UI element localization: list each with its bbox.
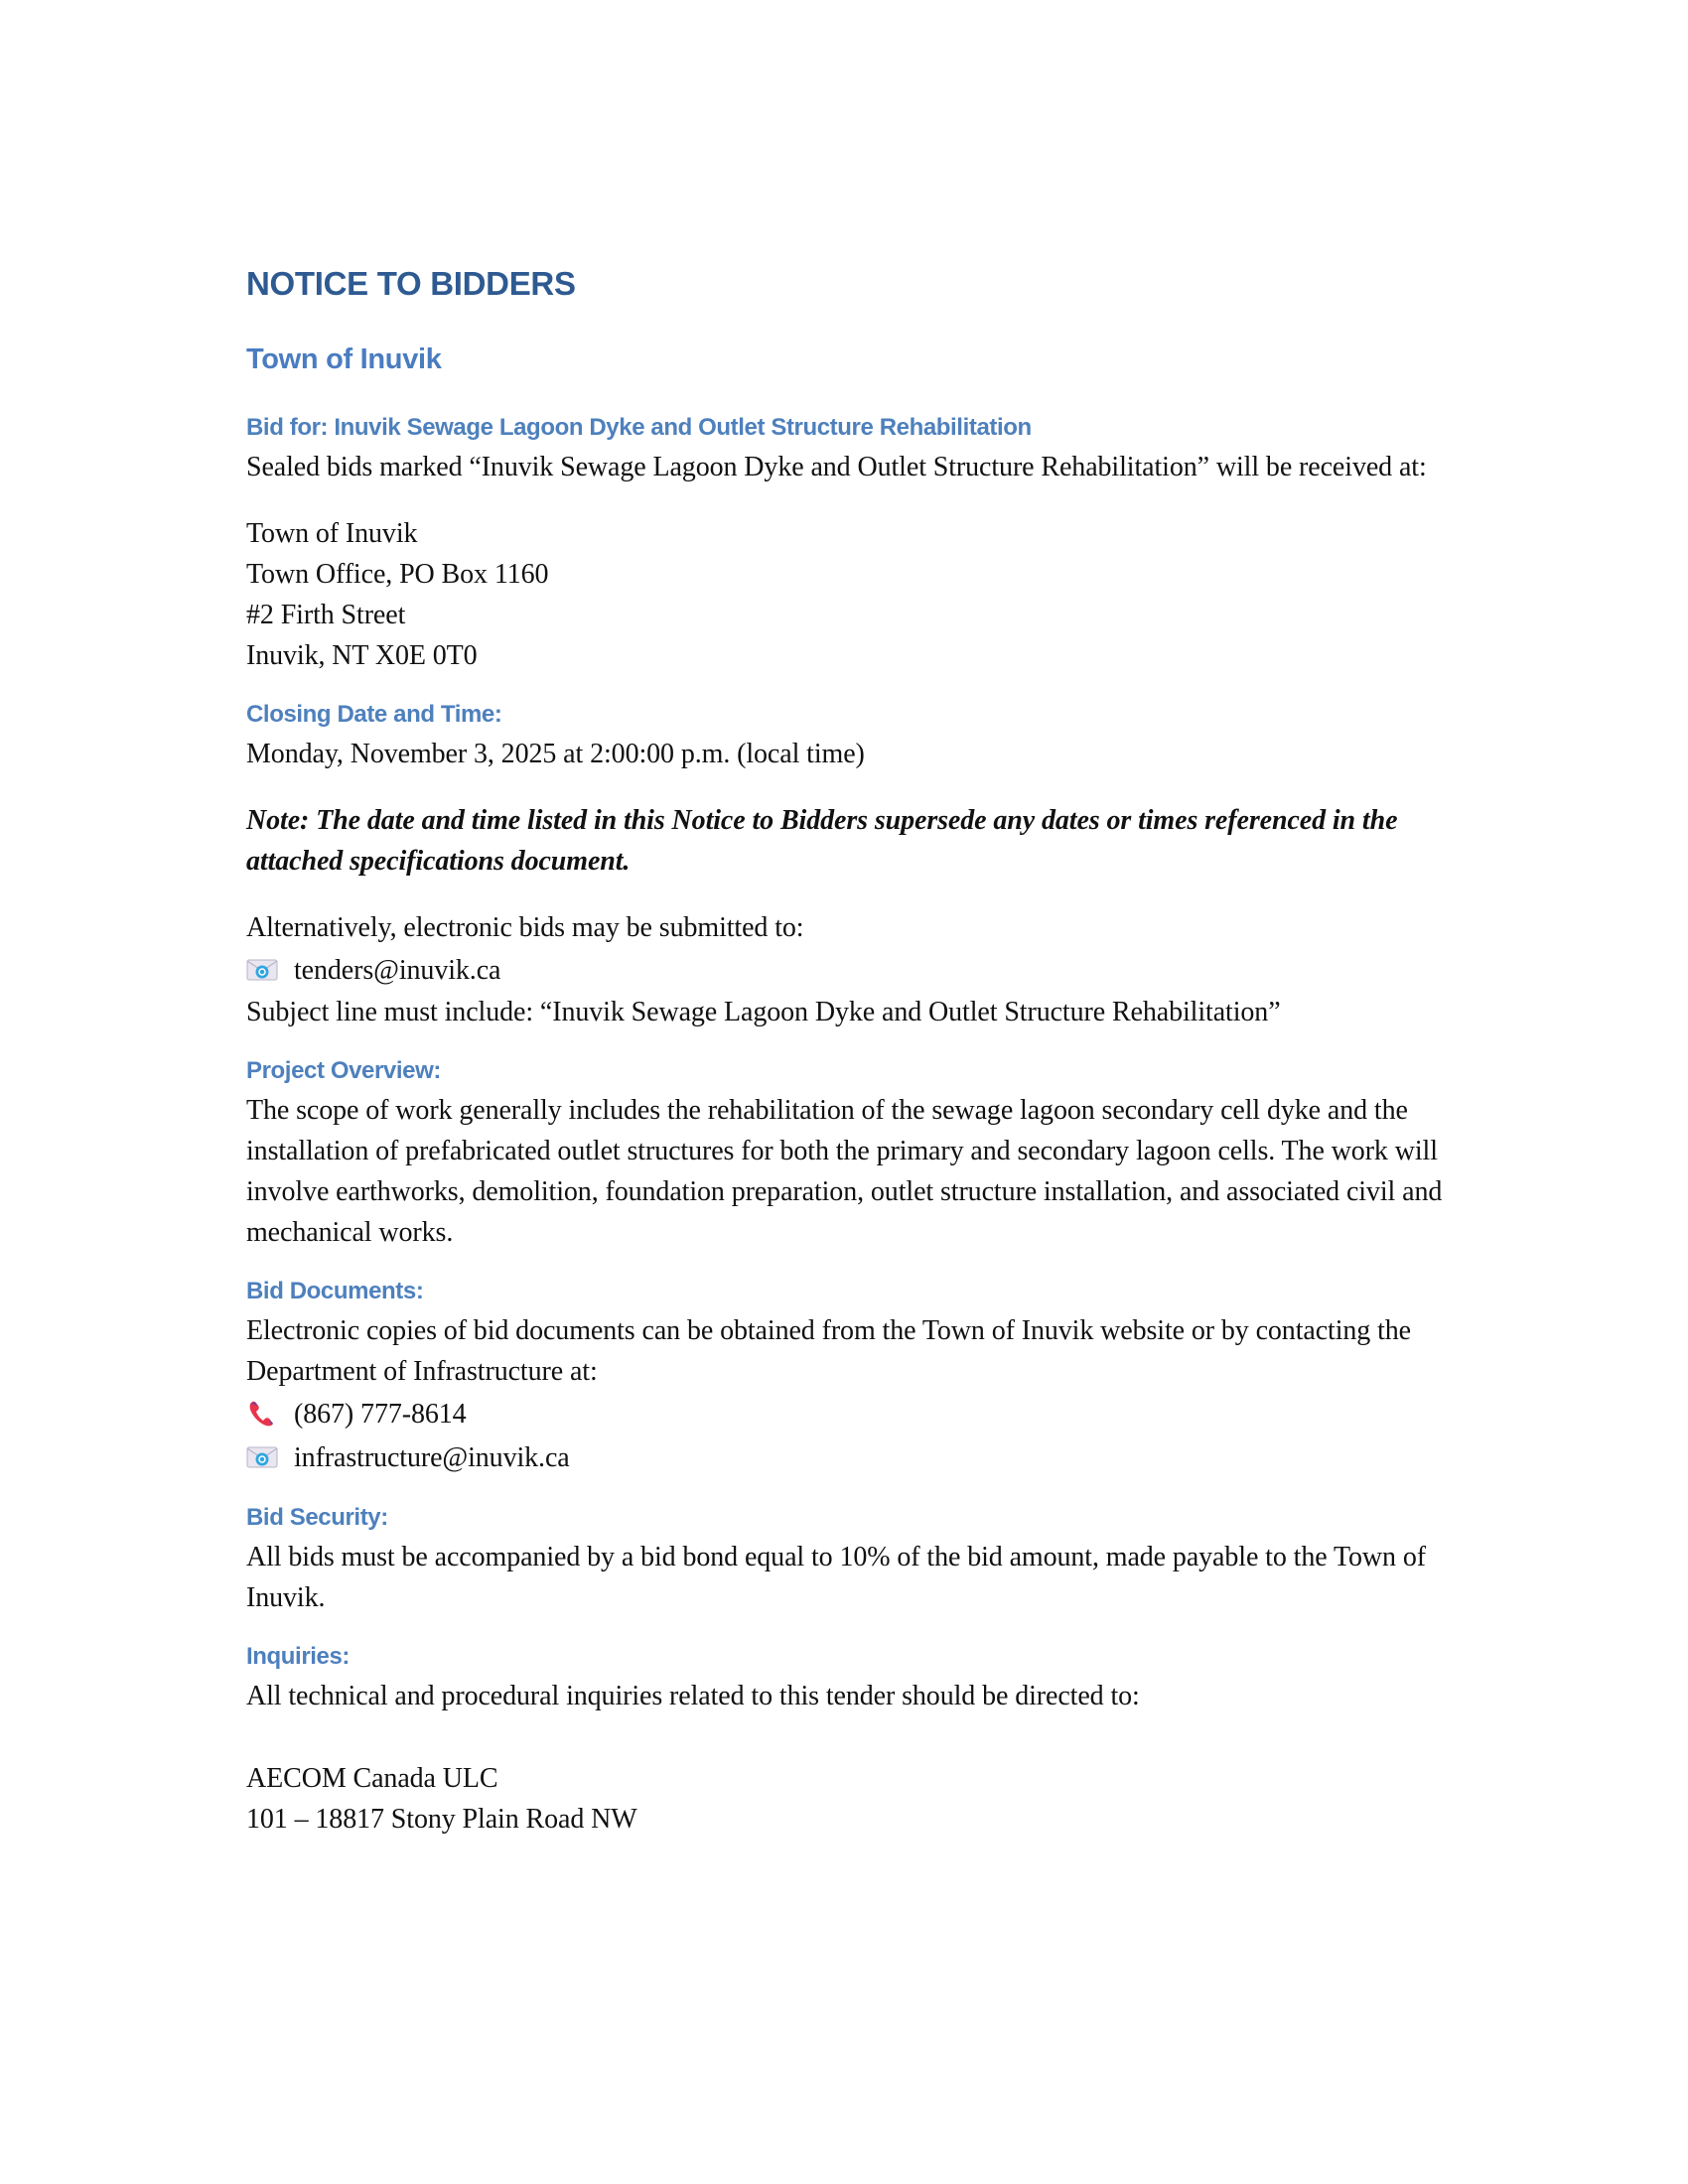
envelope-icon [246, 956, 280, 984]
mailing-address [246, 513, 1448, 676]
tenders-email-line [246, 948, 1448, 992]
infrastructure-email-link[interactable]: infrastructure@inuvik.ca [294, 1441, 570, 1473]
bid-security-section [246, 1499, 1448, 1618]
inquiries-section [246, 1638, 1448, 1840]
bid-documents-text: Electronic copies of bid documents can be obtained from the Town of Inuvik website or by contacting the Department of Infrastructure at: [246, 1315, 1412, 1387]
address-line: Inuvik, NT X0E 0T0 [246, 640, 478, 671]
bid-security-heading: Bid Security: [246, 1504, 388, 1531]
bid-documents-section [246, 1273, 1448, 1479]
notice-page [246, 260, 1448, 1840]
telephone-receiver-icon [246, 1400, 280, 1428]
bid-for-section [246, 409, 1448, 487]
bid-documents-heading: Bid Documents: [246, 1278, 424, 1304]
closing-section [246, 696, 1448, 774]
inquiries-heading: Inquiries: [246, 1643, 351, 1670]
project-overview-heading: Project Overview: [246, 1057, 441, 1084]
address-line: Town Office, PO Box 1160 [246, 559, 549, 590]
closing-heading: Closing Date and Time: [246, 701, 502, 728]
address-line: Town of Inuvik [246, 518, 418, 549]
electronic-bids-section [246, 907, 1448, 1032]
phone-number-link[interactable]: (867) 777-8614 [294, 1398, 467, 1430]
closing-datetime: Monday, November 3, 2025 at 2:00:00 p.m. (local time) [246, 739, 865, 769]
bid-for-heading: Bid for: Inuvik Sewage Lagoon Dyke and Outlet Structure Rehabilitation [246, 414, 1032, 441]
address-line: #2 Firth Street [246, 600, 406, 630]
bid-security-text: All bids must be accompanied by a bid bond equal to 10% of the bid amount, made payable to the Town of Inuvik. [246, 1542, 1426, 1613]
tenders-email-link[interactable]: tenders@inuvik.ca [294, 954, 501, 986]
project-overview-section [246, 1052, 1448, 1253]
consultant-contact [246, 1758, 1448, 1840]
contact-line: AECOM Canada ULC [246, 1763, 498, 1794]
bid-for-text: Sealed bids marked “Inuvik Sewage Lagoon Dyke and Outlet Structure Rehabilitation” will be received at: [246, 452, 1427, 482]
page-title: NOTICE TO BIDDERS [246, 265, 576, 302]
subject-line-requirement: Subject line must include: “Inuvik Sewage Lagoon Dyke and Outlet Structure Rehabilitation” [246, 997, 1281, 1027]
inquiries-text: All technical and procedural inquiries related to this tender should be directed to: [246, 1681, 1140, 1711]
envelope-icon [246, 1443, 280, 1471]
infrastructure-email-line [246, 1435, 1448, 1479]
electronic-bids-intro: Alternatively, electronic bids may be submitted to: [246, 912, 804, 943]
project-overview-text: The scope of work generally includes the rehabilitation of the sewage lagoon secondary cell dyke and the installation of prefabricated outlet structures for both the primary and secondary lagoon cells. The work will involve earthworks, demolition, foundation preparation, outlet structure installation, and associated civil and mechanical works. [246, 1095, 1443, 1248]
contact-line: 101 – 18817 Stony Plain Road NW [246, 1804, 637, 1835]
organization-name: Town of Inuvik [246, 343, 442, 375]
phone-line [246, 1392, 1448, 1435]
supersede-note: Note: The date and time listed in this Notice to Bidders supersede any dates or times referenced in the attached specifications document. [246, 805, 1398, 877]
